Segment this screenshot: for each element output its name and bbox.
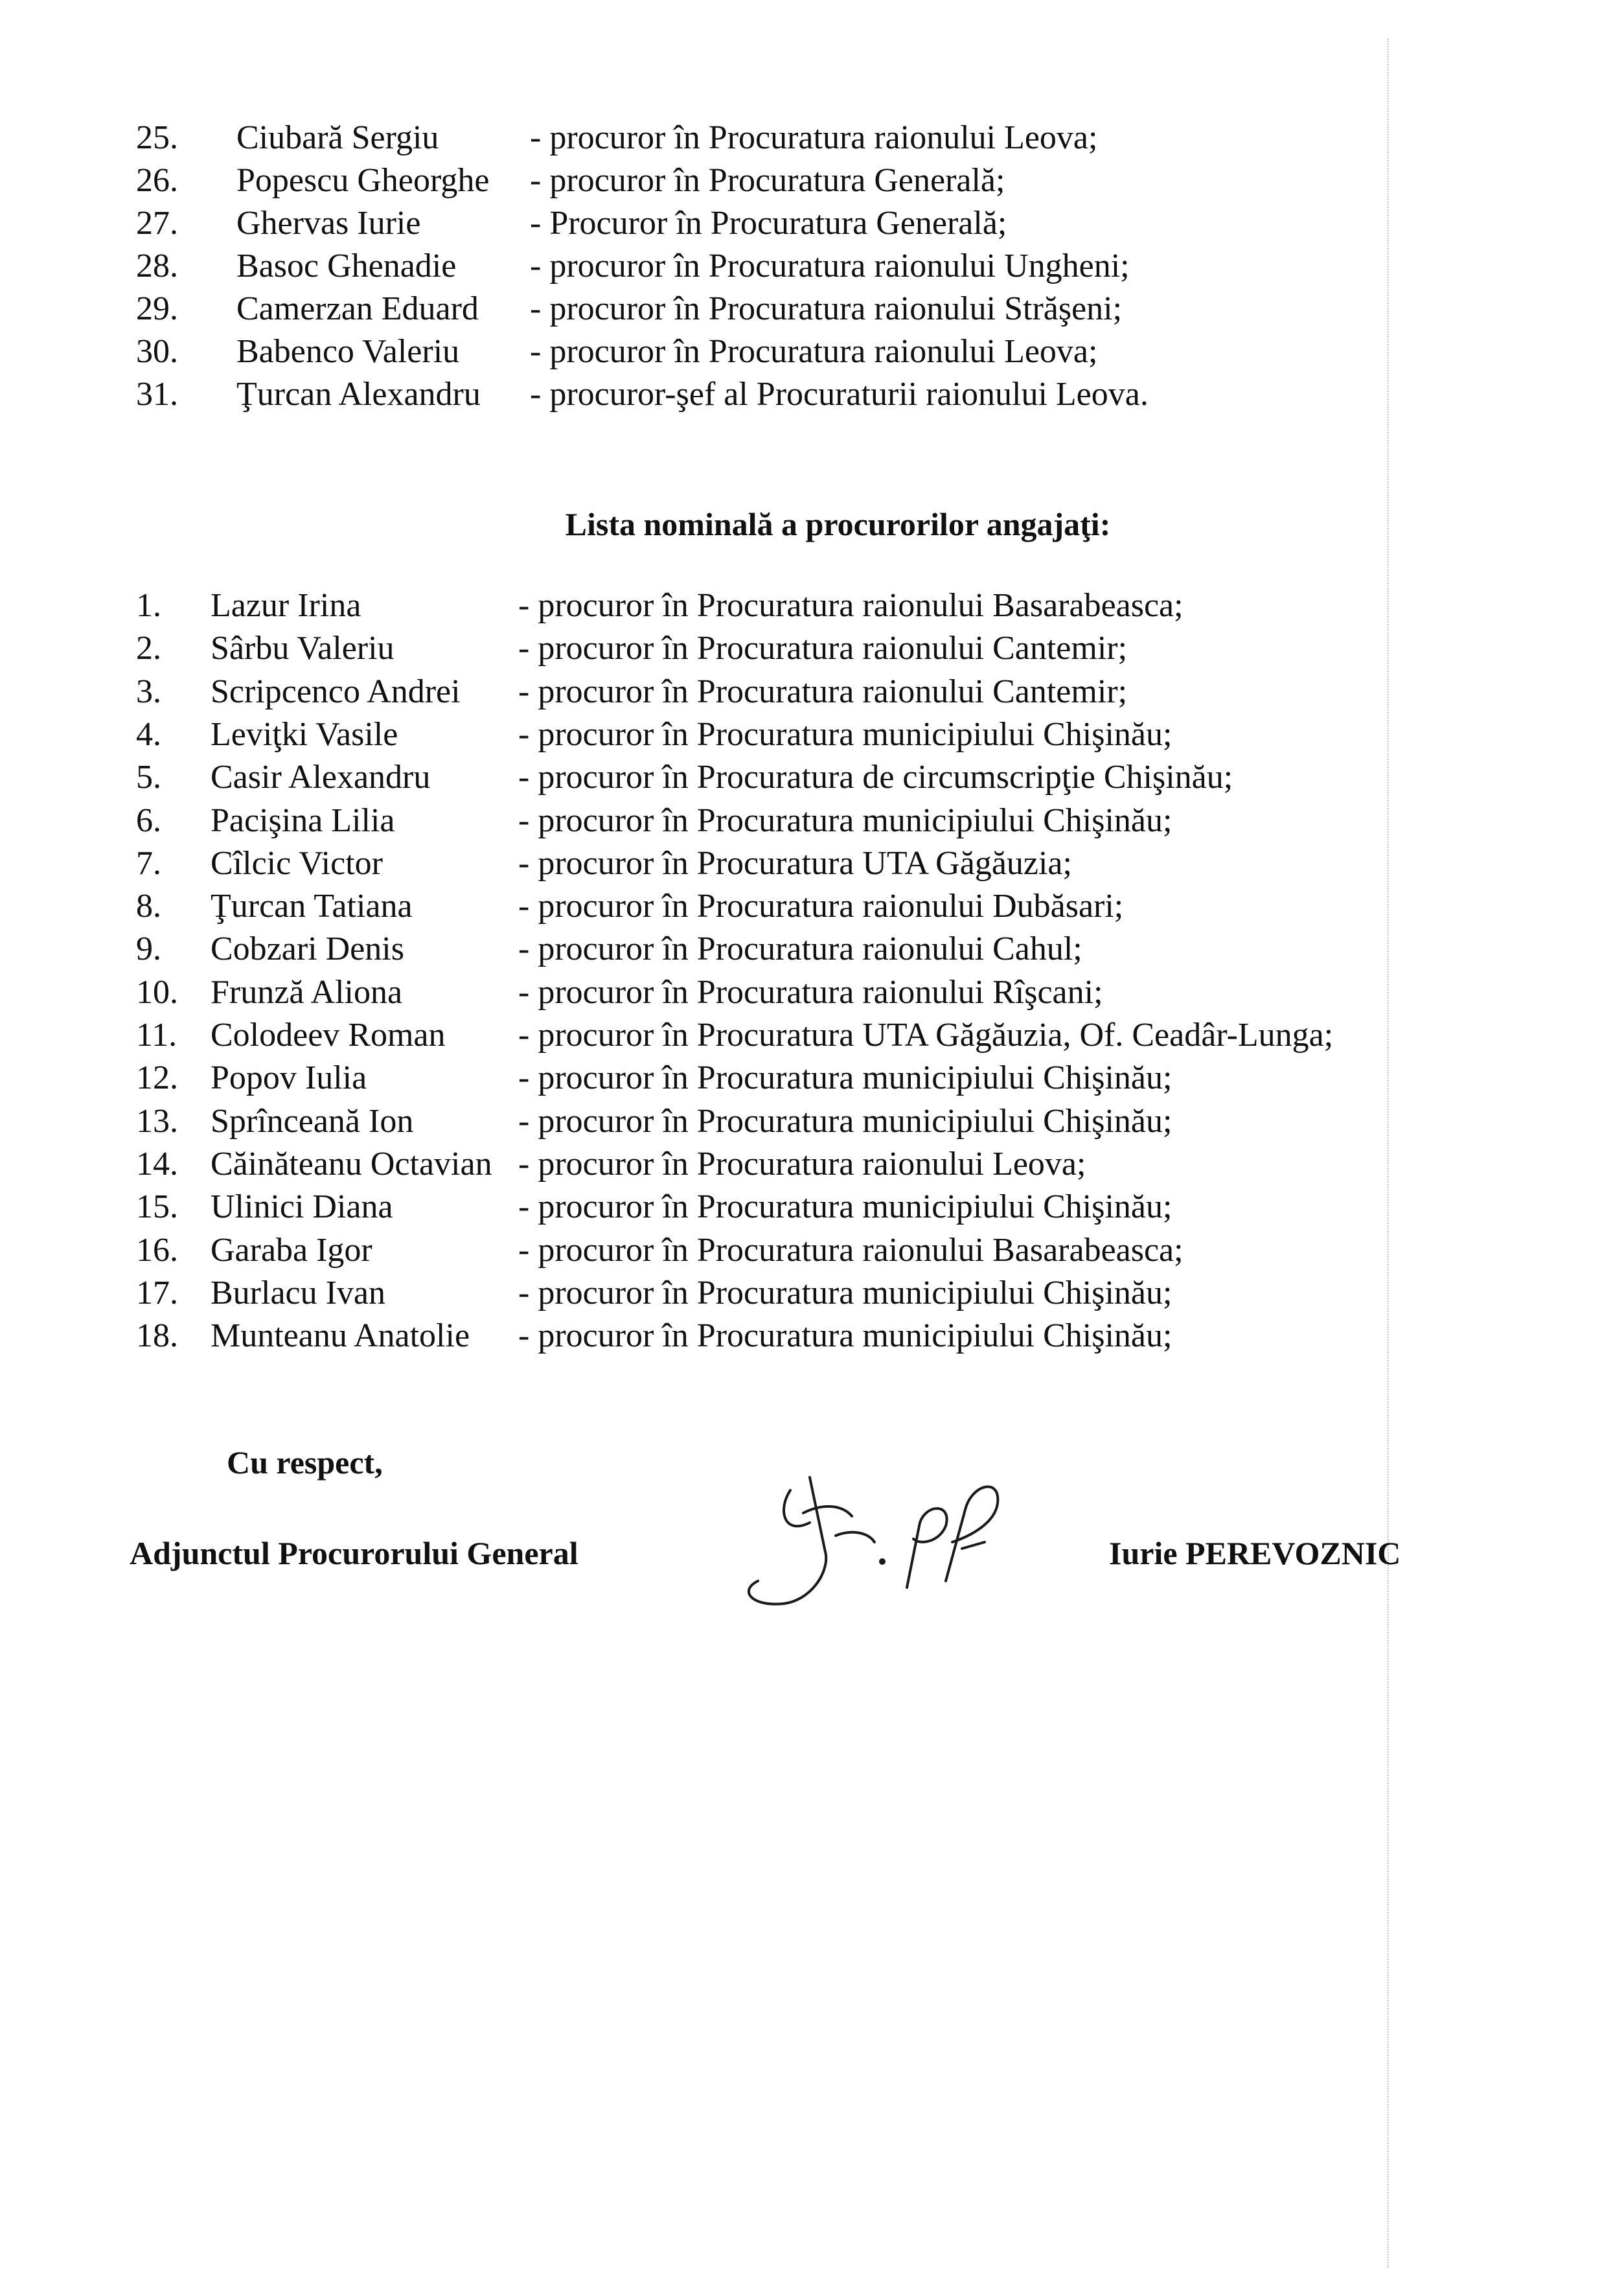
list-item (0, 756, 1624, 799)
item-number: 5. (136, 759, 161, 796)
prosecutor-position: - procuror-şef al Procuraturii raionului Leova. (530, 376, 1149, 413)
list-item (0, 1272, 1624, 1315)
list-item (0, 373, 1624, 416)
prosecutor-position: - procuror în Procuratura raionului Basarabeasca; (518, 587, 1184, 624)
item-number: 16. (136, 1231, 178, 1269)
item-number: 10. (136, 973, 178, 1011)
prosecutor-name: Ghervas Iurie (236, 205, 421, 242)
prosecutor-position: - procuror în Procuratura raionului Străşeni; (530, 290, 1123, 327)
item-number: 3. (136, 673, 161, 710)
list-item (0, 627, 1624, 670)
prosecutor-position: - procuror în Procuratura municipiului Chişinău; (518, 715, 1172, 753)
prosecutor-name: Frunză Aliona (211, 973, 403, 1011)
item-number: 12. (136, 1059, 178, 1097)
signatory-name: Iurie PEREVOZNIC (1109, 1535, 1401, 1571)
prosecutor-name: Scripcenco Andrei (211, 673, 461, 710)
prosecutor-name: Ciubară Sergiu (236, 119, 439, 156)
prosecutor-position: - procuror în Procuratura municipiului Chişinău; (518, 1102, 1172, 1140)
prosecutor-position: - Procuror în Procuratura Generală; (530, 205, 1007, 242)
list-item (0, 584, 1624, 627)
item-number: 8. (136, 888, 161, 925)
prosecutor-name: Leviţki Vasile (211, 715, 398, 753)
prosecutor-name: Camerzan Eduard (236, 290, 479, 327)
prosecutor-position: - procuror în Procuratura Generală; (530, 162, 1005, 199)
list-item (0, 1143, 1624, 1186)
list-item (0, 330, 1624, 373)
list-item (0, 1315, 1624, 1357)
item-number: 28. (136, 248, 178, 284)
closing-greeting: Cu respect, (227, 1444, 383, 1481)
item-number: 4. (136, 715, 161, 753)
item-number: 25. (136, 119, 178, 156)
prosecutor-name: Burlacu Ivan (211, 1274, 386, 1311)
prosecutor-position: - procuror în Procuratura de circumscripţie Chişinău; (518, 759, 1233, 796)
prosecutor-position: - procuror în Procuratura raionului Cantemir; (518, 673, 1128, 710)
list-item (0, 1100, 1624, 1143)
prosecutor-position: - procuror în Procuratura municipiului Chişinău; (518, 1059, 1172, 1097)
list-item (0, 1186, 1624, 1229)
item-number: 11. (136, 1017, 177, 1054)
prosecutor-position: - procuror în Procuratura municipiului Chişinău; (518, 1317, 1172, 1355)
handwritten-signature (713, 1451, 1011, 1620)
item-number: 14. (136, 1145, 178, 1182)
prosecutor-position: - procuror în Procuratura raionului Leova; (530, 333, 1098, 370)
list-item (0, 1014, 1624, 1057)
signatory-title: Adjunctul Procurorului General (130, 1535, 578, 1571)
item-number: 31. (136, 376, 178, 413)
list-item (0, 842, 1624, 885)
item-number: 13. (136, 1102, 178, 1140)
prosecutor-name: Colodeev Roman (211, 1017, 446, 1054)
item-number: 27. (136, 205, 178, 242)
prosecutor-name: Sprînceană Ion (211, 1102, 414, 1140)
prosecutor-name: Ulinici Diana (211, 1188, 393, 1226)
item-number: 7. (136, 844, 161, 882)
prosecutor-name: Pacişina Lilia (211, 802, 395, 839)
prosecutor-position: - procuror în Procuratura raionului Cahul; (518, 930, 1082, 968)
prosecutor-position: - procuror în Procuratura UTA Găgăuzia; (518, 844, 1072, 882)
item-number: 1. (136, 587, 161, 624)
list-item (0, 202, 1624, 245)
list-item (0, 713, 1624, 756)
item-number: 9. (136, 930, 161, 968)
prosecutor-position: - procuror în Procuratura municipiului Chişinău; (518, 802, 1172, 839)
prosecutor-position: - procuror în Procuratura raionului Basarabeasca; (518, 1231, 1184, 1269)
prosecutor-position: - procuror în Procuratura raionului Ungheni; (530, 248, 1130, 284)
prosecutor-name: Ţurcan Tatiana (211, 888, 413, 925)
list-item (0, 671, 1624, 713)
item-number: 6. (136, 802, 161, 839)
prosecutor-position: - procuror în Procuratura UTA Găgăuzia, Of. Ceadâr-Lunga; (518, 1017, 1334, 1054)
item-number: 26. (136, 162, 178, 199)
list-item (0, 1057, 1624, 1100)
prosecutor-name: Popescu Gheorghe (236, 162, 490, 199)
prosecutor-name: Popov Iulia (211, 1059, 367, 1097)
prosecutor-position: - procuror în Procuratura raionului Cantemir; (518, 630, 1128, 667)
prosecutor-name: Garaba Igor (211, 1231, 372, 1269)
prosecutor-position: - procuror în Procuratura raionului Leova; (530, 119, 1098, 156)
prosecutor-position: - procuror în Procuratura municipiului Chişinău; (518, 1274, 1172, 1311)
item-number: 15. (136, 1188, 178, 1226)
item-number: 18. (136, 1317, 178, 1355)
item-number: 17. (136, 1274, 178, 1311)
prosecutor-name: Munteanu Anatolie (211, 1317, 470, 1355)
prosecutor-position: - procuror în Procuratura raionului Dubăsari; (518, 888, 1124, 925)
prosecutor-name: Basoc Ghenadie (236, 248, 457, 284)
list-item (0, 800, 1624, 842)
item-number: 2. (136, 630, 161, 667)
prosecutor-position: - procuror în Procuratura municipiului Chişinău; (518, 1188, 1172, 1226)
prosecutor-name: Ţurcan Alexandru (236, 376, 481, 413)
prosecutor-name: Casir Alexandru (211, 759, 431, 796)
prosecutor-name: Lazur Irina (211, 587, 361, 624)
prosecutor-name: Căinăteanu Octavian (211, 1145, 492, 1182)
list-item (0, 245, 1624, 288)
list-item (0, 159, 1624, 202)
list-item (0, 928, 1624, 971)
prosecutor-position: - procuror în Procuratura raionului Leova; (518, 1145, 1086, 1182)
list-item (0, 971, 1624, 1014)
item-number: 30. (136, 333, 178, 370)
prosecutor-name: Babenco Valeriu (236, 333, 460, 370)
prosecutor-name: Cobzari Denis (211, 930, 404, 968)
prosecutor-name: Cîlcic Victor (211, 844, 383, 882)
list-item (0, 288, 1624, 330)
list-item (0, 117, 1624, 159)
list-item (0, 885, 1624, 928)
list-item (0, 1229, 1624, 1272)
prosecutor-name: Sârbu Valeriu (211, 630, 395, 667)
item-number: 29. (136, 290, 178, 327)
section-heading: Lista nominală a procurorilor angajaţi: (565, 506, 1111, 542)
prosecutor-position: - procuror în Procuratura raionului Rîşcani; (518, 973, 1103, 1011)
